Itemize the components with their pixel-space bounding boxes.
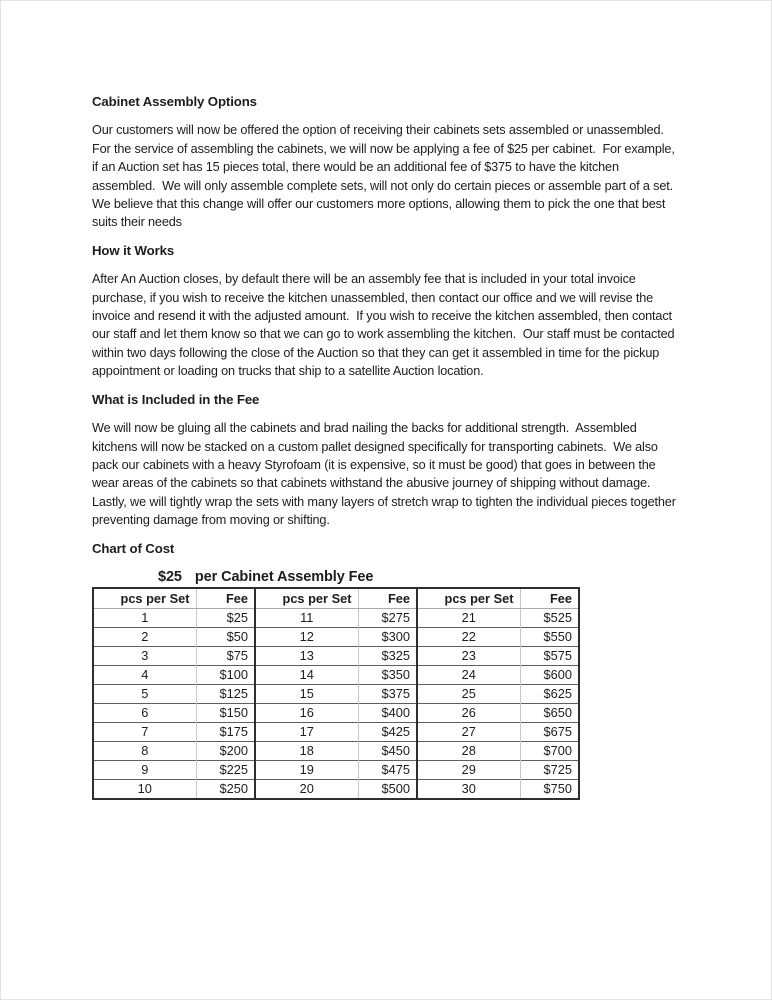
paragraph-what-is-included: We will now be gluing all the cabinets and brad nailing the backs for additional strength. Assembled kitchens will now be stacked on a custom pallet designed specifically for transporting cabinets. We also pack our cabinets with a heavy Styrofoam (it is expensive, so it must be good) that goes in between the wear areas of the cabinets so that cabinets withstand the abusive journey of shipping without damage. Lastly, we will tightly wrap the sets with many layers of stretch wrap to tighten the individual pieces together preventing damage from moving or shifting. bbox=[92, 421, 680, 528]
cost-table-row bbox=[93, 608, 579, 627]
fee-cell: $100 bbox=[196, 665, 255, 684]
pcs-per-set-cell: 23 bbox=[417, 646, 520, 665]
pcs-per-set-cell: 13 bbox=[255, 646, 358, 665]
cost-table-row bbox=[93, 741, 579, 760]
paragraph-cabinet-assembly-options: Our customers will now be offered the option of receiving their cabinets sets assembled or unassembled. For the service of assembling the cabinets, we will now be applying a fee of $25 per cabinet. For example, if an Auction set has 15 pieces total, there would be an additional fee of $375 to have the kitchen assembled. We will only assemble complete sets, will not only do certain pieces or assemble part of a set. We believe that this change will offer our customers more options, allowing them to pick the one that best suits their needs bbox=[92, 123, 680, 230]
fee-cell: $75 bbox=[196, 646, 255, 665]
section-heading-how-it-works: How it Works bbox=[92, 242, 175, 258]
fee-cell: $175 bbox=[196, 722, 255, 741]
fee-cell: $500 bbox=[358, 779, 417, 799]
pcs-per-set-cell: 16 bbox=[255, 703, 358, 722]
cost-table-header-row bbox=[93, 588, 579, 609]
fee-cell: $150 bbox=[196, 703, 255, 722]
pcs-per-set-cell: 30 bbox=[417, 779, 520, 799]
cost-table-title-label: per Cabinet Assembly Fee bbox=[194, 568, 374, 585]
cost-table-row bbox=[93, 627, 579, 646]
fee-cell: $725 bbox=[520, 760, 579, 779]
pcs-per-set-cell: 11 bbox=[255, 608, 358, 627]
cost-table-title bbox=[92, 568, 683, 586]
pcs-per-set-cell: 2 bbox=[93, 627, 196, 646]
document-page bbox=[92, 93, 683, 800]
fee-cell: $425 bbox=[358, 722, 417, 741]
fee-cell: $325 bbox=[358, 646, 417, 665]
fee-cell: $675 bbox=[520, 722, 579, 741]
cost-table-title-amount: $25 bbox=[158, 568, 182, 585]
pcs-per-set-cell: 28 bbox=[417, 741, 520, 760]
fee-cell: $400 bbox=[358, 703, 417, 722]
pcs-per-set-cell: 27 bbox=[417, 722, 520, 741]
cost-table-row bbox=[93, 779, 579, 799]
pcs-per-set-cell: 14 bbox=[255, 665, 358, 684]
fee-cell: $350 bbox=[358, 665, 417, 684]
pcs-per-set-cell: 26 bbox=[417, 703, 520, 722]
fee-cell: $625 bbox=[520, 684, 579, 703]
pcs-per-set-cell: 10 bbox=[93, 779, 196, 799]
fee-cell: $600 bbox=[520, 665, 579, 684]
fee-cell: $25 bbox=[196, 608, 255, 627]
fee-cell: $250 bbox=[196, 779, 255, 799]
cost-table-row bbox=[93, 722, 579, 741]
pcs-per-set-cell: 6 bbox=[93, 703, 196, 722]
cost-table bbox=[92, 587, 580, 800]
pcs-per-set-cell: 25 bbox=[417, 684, 520, 703]
fee-cell: $650 bbox=[520, 703, 579, 722]
pcs-per-set-cell: 3 bbox=[93, 646, 196, 665]
column-header-fee: Fee bbox=[520, 588, 579, 609]
pcs-per-set-cell: 18 bbox=[255, 741, 358, 760]
section-heading-what-is-included: What is Included in the Fee bbox=[92, 391, 260, 407]
column-header-fee: Fee bbox=[196, 588, 255, 609]
fee-cell: $125 bbox=[196, 684, 255, 703]
fee-cell: $50 bbox=[196, 627, 255, 646]
section-heading-cabinet-assembly-options: Cabinet Assembly Options bbox=[92, 94, 257, 109]
fee-cell: $450 bbox=[358, 741, 417, 760]
pcs-per-set-cell: 1 bbox=[93, 608, 196, 627]
fee-cell: $550 bbox=[520, 627, 579, 646]
pcs-per-set-cell: 29 bbox=[417, 760, 520, 779]
fee-cell: $525 bbox=[520, 608, 579, 627]
fee-cell: $575 bbox=[520, 646, 579, 665]
cost-table-row bbox=[93, 646, 579, 665]
fee-cell: $200 bbox=[196, 741, 255, 760]
fee-cell: $375 bbox=[358, 684, 417, 703]
paragraph-how-it-works: After An Auction closes, by default there will be an assembly fee that is included in your total invoice purchase, if you wish to receive the kitchen unassembled, then contact our office and we will revise the invoice and resend it with the adjusted amount. If you wish to receive the kitchen assembled, then contact our staff and let them know so that we can go to work assembling the kitchen. Our staff must be contacted within two days following the close of the Auction so that they can get it assembled in time for the pickup appointment or loading on trucks that ship to a satellite Auction location. bbox=[92, 272, 678, 379]
column-header-pcs-per-set: pcs per Set bbox=[417, 588, 520, 609]
pcs-per-set-cell: 9 bbox=[93, 760, 196, 779]
cost-table-row bbox=[93, 665, 579, 684]
cost-table-row bbox=[93, 703, 579, 722]
column-header-fee: Fee bbox=[358, 588, 417, 609]
pcs-per-set-cell: 20 bbox=[255, 779, 358, 799]
pcs-per-set-cell: 4 bbox=[93, 665, 196, 684]
cost-table-row bbox=[93, 760, 579, 779]
pcs-per-set-cell: 21 bbox=[417, 608, 520, 627]
pcs-per-set-cell: 5 bbox=[93, 684, 196, 703]
pcs-per-set-cell: 12 bbox=[255, 627, 358, 646]
cost-table-body bbox=[93, 608, 579, 799]
pcs-per-set-cell: 22 bbox=[417, 627, 520, 646]
pcs-per-set-cell: 15 bbox=[255, 684, 358, 703]
pcs-per-set-cell: 8 bbox=[93, 741, 196, 760]
fee-cell: $475 bbox=[358, 760, 417, 779]
column-header-pcs-per-set: pcs per Set bbox=[255, 588, 358, 609]
fee-cell: $750 bbox=[520, 779, 579, 799]
fee-cell: $275 bbox=[358, 608, 417, 627]
pcs-per-set-cell: 17 bbox=[255, 722, 358, 741]
cost-table-row bbox=[93, 684, 579, 703]
fee-cell: $700 bbox=[520, 741, 579, 760]
pcs-per-set-cell: 19 bbox=[255, 760, 358, 779]
pcs-per-set-cell: 7 bbox=[93, 722, 196, 741]
fee-cell: $300 bbox=[358, 627, 417, 646]
pcs-per-set-cell: 24 bbox=[417, 665, 520, 684]
fee-cell: $225 bbox=[196, 760, 255, 779]
column-header-pcs-per-set: pcs per Set bbox=[93, 588, 196, 609]
section-heading-chart-of-cost: Chart of Cost bbox=[92, 540, 175, 556]
